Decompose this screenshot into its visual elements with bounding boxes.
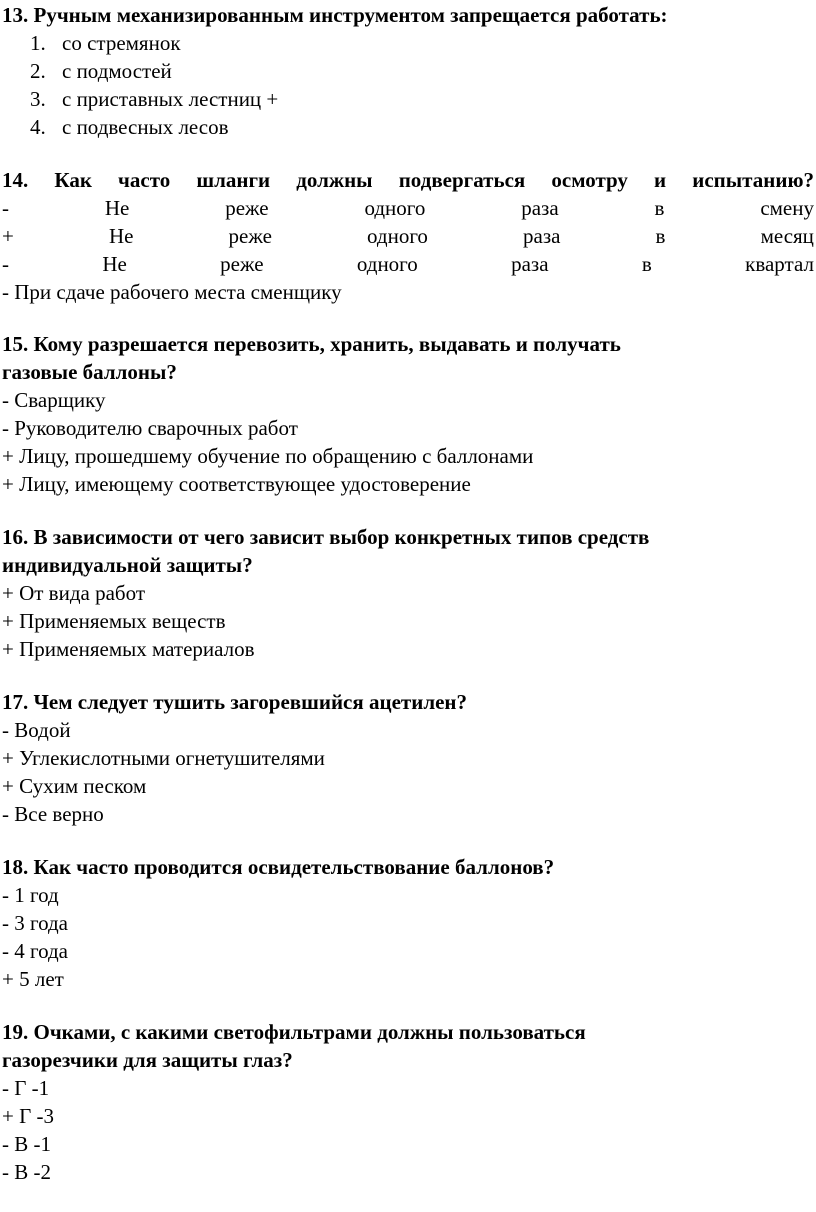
word: раза bbox=[511, 252, 549, 276]
word: реже bbox=[225, 196, 269, 220]
word: в bbox=[641, 252, 652, 276]
item-number: 4. bbox=[30, 115, 46, 139]
question-13-title: 13. Ручным механизированным инструментом запрещается работать: bbox=[2, 3, 668, 27]
q19-answer-1: - Г -1 bbox=[2, 1076, 50, 1100]
q16-answer-1: + От вида работ bbox=[2, 581, 146, 605]
word: Не bbox=[104, 196, 130, 220]
word: месяц bbox=[760, 224, 814, 248]
q16-answer-2: + Применяемых веществ bbox=[2, 609, 226, 633]
question-15-title-line-1: 15. Кому разрешается перевозить, хранить, выдавать и получать bbox=[2, 332, 621, 356]
q13-item-4 bbox=[30, 114, 229, 141]
question-17-title: 17. Чем следует тушить загоревшийся ацетилен? bbox=[2, 690, 468, 714]
q13-item-1 bbox=[30, 30, 181, 57]
word: Не bbox=[102, 252, 127, 276]
item-text: с приставных лестниц + bbox=[62, 87, 279, 111]
item-text: со стремянок bbox=[62, 31, 181, 55]
question-14-title-text: 14. Как часто шланги должны подвергаться осмотру и испытанию? bbox=[2, 168, 814, 192]
q19-answer-2: + Г -3 bbox=[2, 1104, 54, 1128]
q15-answer-3: + Лицу, прошедшему обучение по обращению с баллонами bbox=[2, 444, 534, 468]
q17-answer-2: + Углекислотными огнетушителями bbox=[2, 746, 325, 770]
question-19-title-line-2: газорезчики для защиты глаз? bbox=[2, 1048, 293, 1072]
word: + bbox=[2, 224, 14, 248]
word: - bbox=[2, 252, 9, 276]
item-number: 3. bbox=[30, 87, 46, 111]
q14-answer-1 bbox=[2, 195, 814, 222]
word: реже bbox=[228, 224, 272, 248]
q18-answer-2: - 3 года bbox=[2, 911, 68, 935]
word: Не bbox=[108, 224, 134, 248]
q14-answer-4: - При сдаче рабочего места сменщику bbox=[2, 280, 342, 304]
q18-answer-3: - 4 года bbox=[2, 939, 68, 963]
q19-answer-3: - В -1 bbox=[2, 1132, 51, 1156]
item-text: с подмостей bbox=[62, 59, 172, 83]
q15-answer-2: - Руководителю сварочных работ bbox=[2, 416, 298, 440]
word: квартал bbox=[745, 252, 814, 276]
word: реже bbox=[220, 252, 264, 276]
word: в bbox=[655, 224, 666, 248]
question-14-title bbox=[2, 167, 814, 194]
question-16-title-line-2: индивидуальной защиты? bbox=[2, 553, 253, 577]
q17-answer-4: - Все верно bbox=[2, 802, 104, 826]
q13-item-2 bbox=[30, 58, 172, 85]
q19-answer-4: - В -2 bbox=[2, 1160, 51, 1184]
q14-answer-3 bbox=[2, 251, 814, 278]
question-16-title-line-1: 16. В зависимости от чего зависит выбор конкретных типов средств bbox=[2, 525, 650, 549]
item-number: 2. bbox=[30, 59, 46, 83]
q13-item-3 bbox=[30, 86, 278, 113]
word: одного bbox=[356, 252, 418, 276]
question-19-title-line-1: 19. Очками, с какими светофильтрами должны пользоваться bbox=[2, 1020, 586, 1044]
q15-answer-4: + Лицу, имеющему соответствующее удостоверение bbox=[2, 472, 471, 496]
q18-answer-4: + 5 лет bbox=[2, 967, 64, 991]
word: раза bbox=[521, 196, 559, 220]
question-18-title: 18. Как часто проводится освидетельствование баллонов? bbox=[2, 855, 555, 879]
word: одного bbox=[364, 196, 426, 220]
q14-answer-2 bbox=[2, 223, 814, 250]
word: - bbox=[2, 196, 9, 220]
item-text: с подвесных лесов bbox=[62, 115, 229, 139]
word: смену bbox=[760, 196, 814, 220]
word: одного bbox=[367, 224, 428, 248]
word: раза bbox=[523, 224, 561, 248]
q18-answer-1: - 1 год bbox=[2, 883, 59, 907]
item-number: 1. bbox=[30, 31, 46, 55]
q15-answer-1: - Сварщику bbox=[2, 388, 106, 412]
q16-answer-3: + Применяемых материалов bbox=[2, 637, 255, 661]
q17-answer-3: + Сухим песком bbox=[2, 774, 147, 798]
word: в bbox=[654, 196, 665, 220]
q17-answer-1: - Водой bbox=[2, 718, 71, 742]
question-15-title-line-2: газовые баллоны? bbox=[2, 360, 177, 384]
